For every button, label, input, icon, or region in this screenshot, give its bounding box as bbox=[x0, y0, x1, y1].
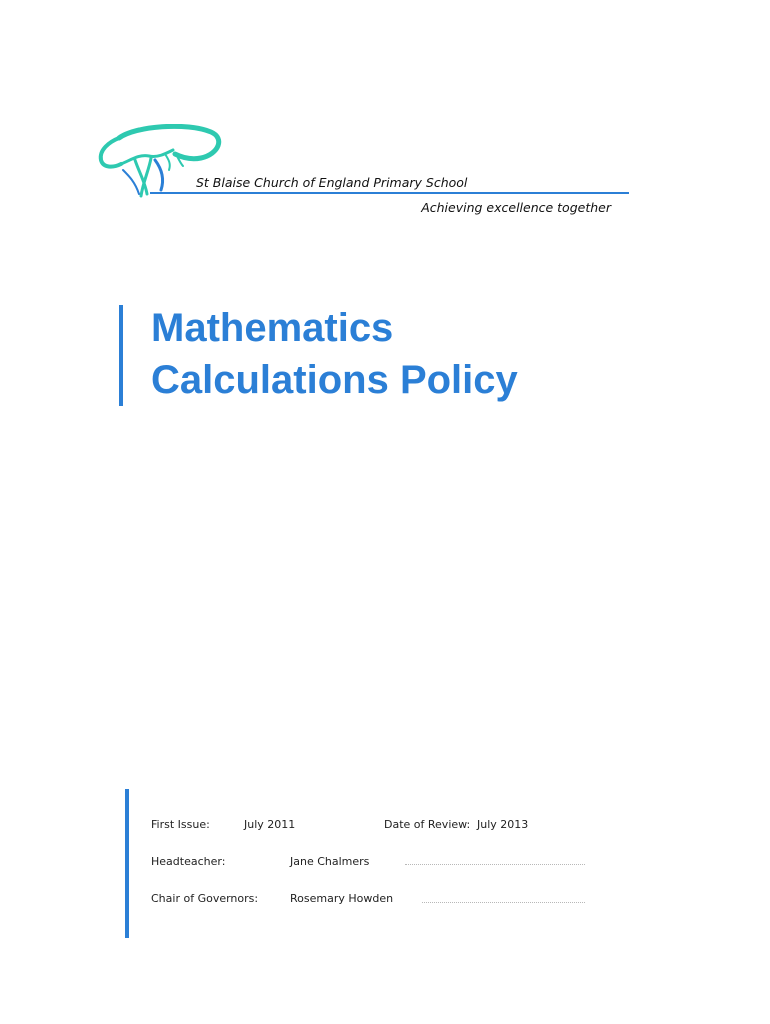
header-divider bbox=[150, 192, 629, 194]
title-line-2: Calculations Policy bbox=[151, 358, 518, 402]
first-issue-value: July 2011 bbox=[244, 818, 296, 831]
page-title bbox=[151, 302, 518, 406]
chair-signature-line bbox=[422, 902, 585, 903]
headteacher-label: Headteacher: bbox=[151, 855, 226, 868]
school-name: St Blaise Church of England Primary School bbox=[196, 175, 468, 190]
review-date-label: Date of Review: bbox=[384, 818, 471, 831]
info-accent-bar bbox=[125, 789, 129, 938]
headteacher-name: Jane Chalmers bbox=[290, 855, 370, 868]
title-accent-bar bbox=[119, 305, 123, 406]
title-line-1: Mathematics bbox=[151, 306, 394, 350]
school-motto: Achieving excellence together bbox=[421, 200, 611, 215]
chair-name: Rosemary Howden bbox=[290, 892, 394, 905]
headteacher-signature-line bbox=[405, 864, 585, 865]
review-date-value: July 2013 bbox=[477, 818, 529, 831]
first-issue-label: First Issue: bbox=[151, 818, 210, 831]
chair-label: Chair of Governors: bbox=[151, 892, 259, 905]
